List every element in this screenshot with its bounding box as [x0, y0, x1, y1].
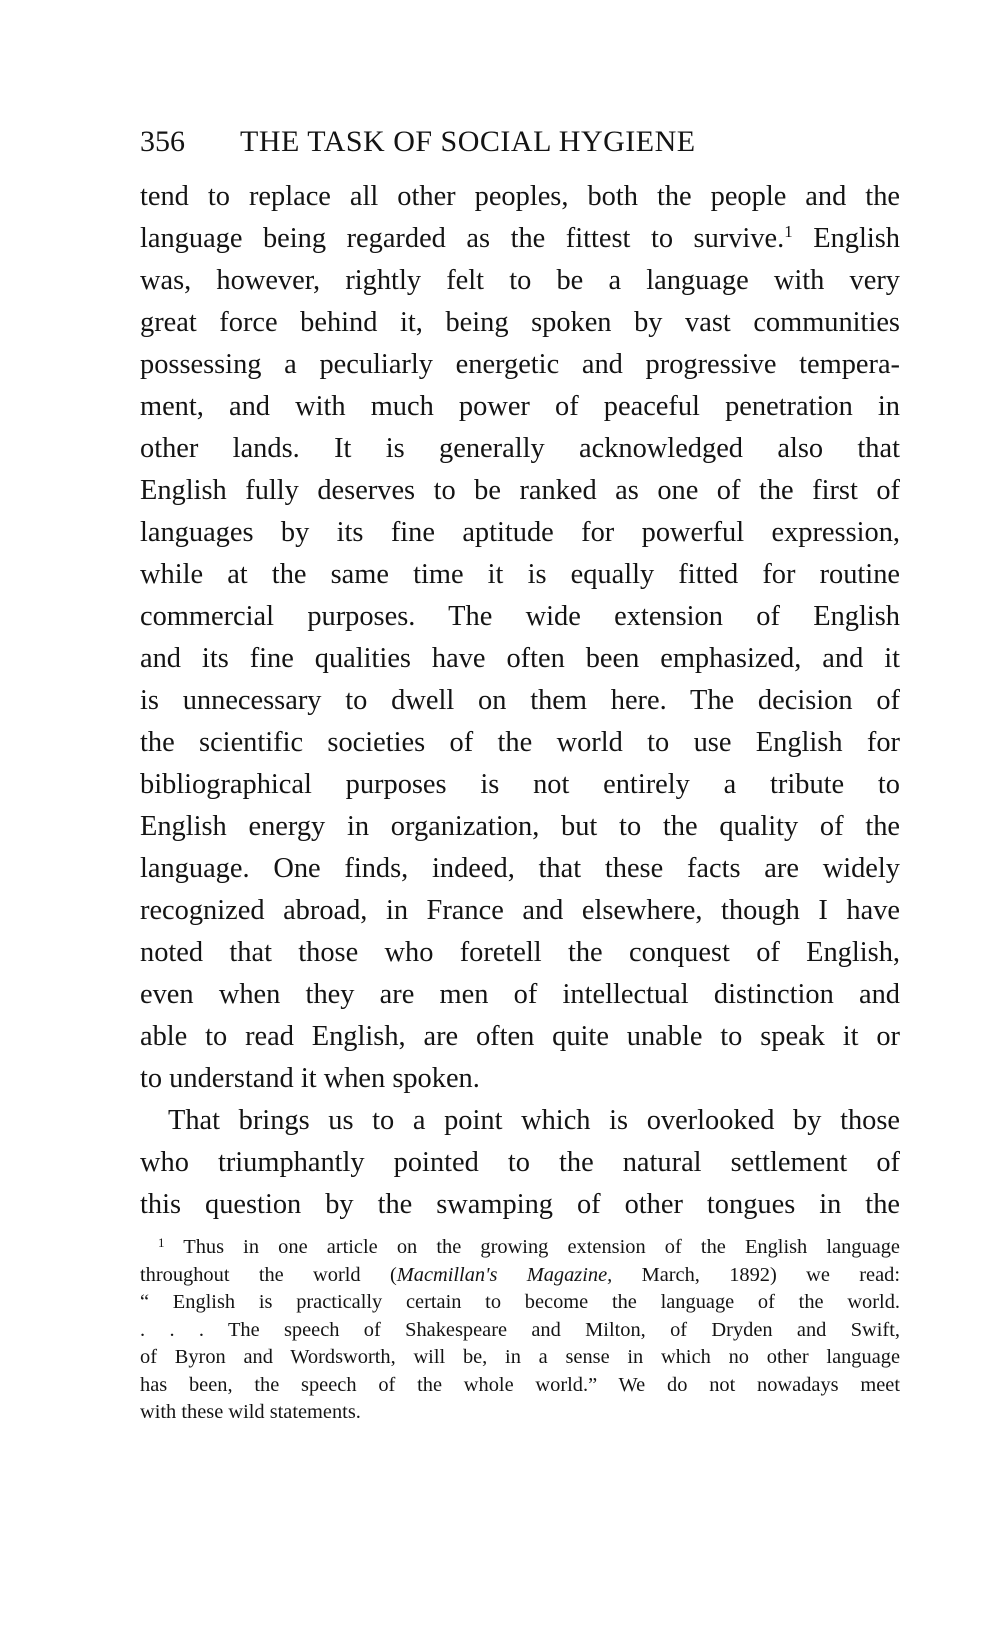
footnote-segment: Thus in one article on the growing extension of the English language [164, 1236, 900, 1258]
text-line: English energy in organization, but to the quality of the [140, 811, 900, 842]
footnote-line [140, 1262, 900, 1290]
footnote-line: . . . The speech of Shakespeare and Milton, of Dryden and Swift, [140, 1318, 900, 1341]
text-line: this question by the swamping of other tongues in the [140, 1189, 900, 1220]
text-line: even when they are men of intellectual distinction and [140, 979, 900, 1010]
text-line: and its fine qualities have often been emphasized, and it [140, 643, 900, 674]
footnote-line: “ English is practically certain to become the language of the world. [140, 1291, 900, 1313]
footnote-line: with these wild statements. [140, 1401, 361, 1423]
text-line: able to read English, are often quite unable to speak it or [140, 1021, 900, 1052]
text-line: recognized abroad, in France and elsewhere, though I have [140, 895, 900, 926]
text-line: That brings us to a point which is overlooked by those [168, 1105, 900, 1136]
text-line: language. One finds, indeed, that these facts are widely [140, 853, 900, 884]
page-header [140, 122, 900, 162]
footnote-marker: 1 [158, 1235, 165, 1250]
footnote-reference: 1 [784, 222, 793, 241]
text-line: while at the same time it is equally fitted for routine [140, 559, 900, 590]
footnote [140, 1234, 900, 1427]
text-line: commercial purposes. The wide extension of English [140, 601, 900, 632]
footnote-segment: throughout the world ( [140, 1263, 397, 1286]
footnote-line: of Byron and Wordsworth, will be, in a sense in which no other language [140, 1346, 900, 1368]
footnote-line [140, 1234, 900, 1262]
footnote-line: has been, the speech of the whole world.” We do not nowadays meet [140, 1373, 900, 1396]
footnote-italic-title: Macmillan's Magazine, [396, 1263, 613, 1286]
text-line: tend to replace all other peoples, both the people and the [140, 181, 900, 212]
text-segment: language being regarded as the fittest to survive. [140, 223, 785, 254]
running-title: THE TASK OF SOCIAL HYGIENE [240, 125, 696, 158]
text-line: noted that those who foretell the conquest of English, [140, 937, 900, 968]
text-line: the scientific societies of the world to use English for [140, 727, 900, 758]
text-line: bibliographical purposes is not entirely a tribute to [140, 769, 900, 800]
text-line: possessing a peculiarly energetic and progressive tempera- [140, 349, 900, 380]
text-line: languages by its fine aptitude for powerful expression, [140, 517, 900, 548]
page-number: 356 [140, 125, 185, 158]
text-line [140, 218, 900, 260]
text-line: who triumphantly pointed to the natural settlement of [140, 1147, 900, 1178]
text-segment: English [792, 223, 900, 254]
text-line: ment, and with much power of peaceful penetration in [140, 391, 900, 422]
text-line: is unnecessary to dwell on them here. The decision of [140, 685, 900, 716]
text-line: English fully deserves to be ranked as one of the first of [140, 475, 900, 506]
text-line: other lands. It is generally acknowledged also that [140, 433, 900, 464]
text-line: great force behind it, being spoken by vast communities [140, 307, 900, 338]
text-line: was, however, rightly felt to be a language with very [140, 265, 900, 296]
footnote-segment: March, 1892) we read: [612, 1263, 900, 1286]
body-text [140, 176, 900, 1226]
text-line: to understand it when spoken. [140, 1063, 480, 1094]
